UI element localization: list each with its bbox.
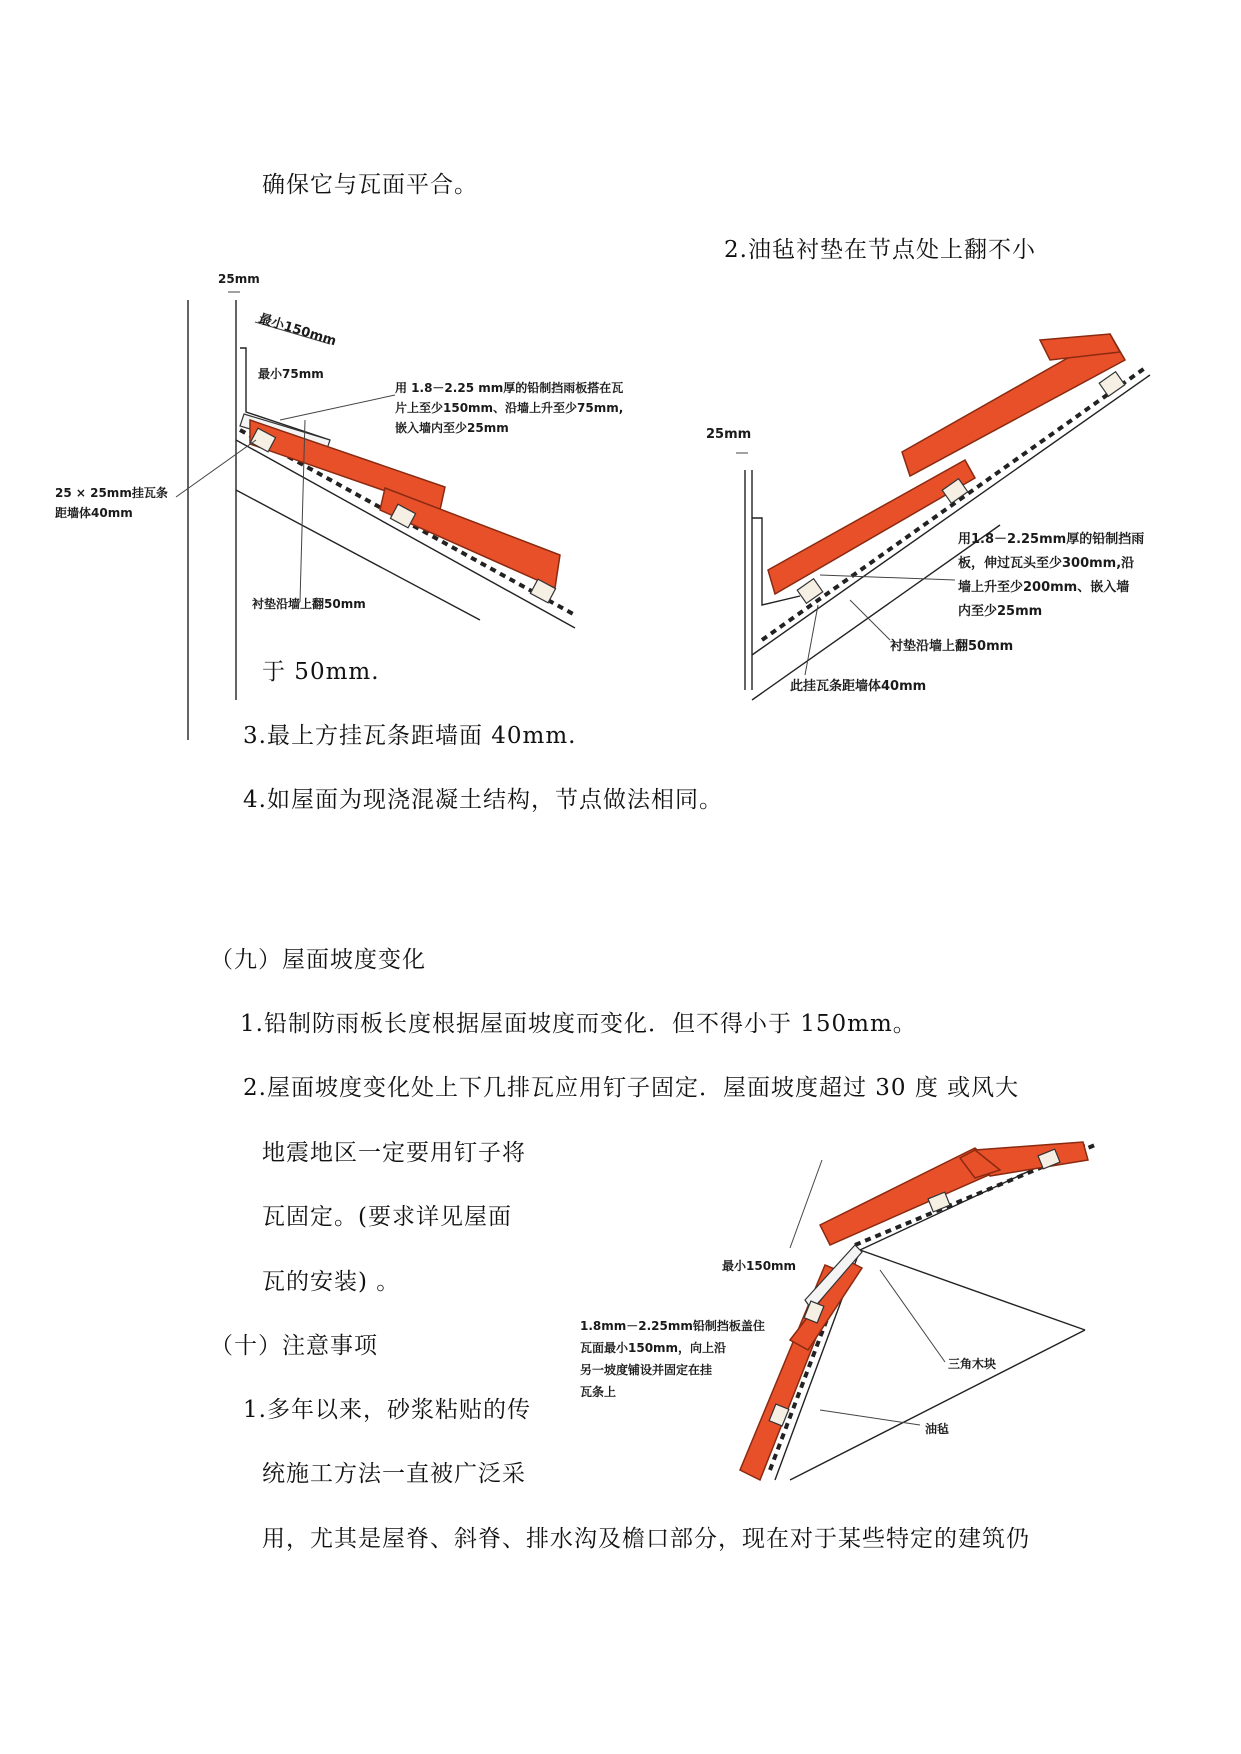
fig3-note-2: 瓦面最小150mm，向上沿 (580, 1341, 727, 1355)
fig1-underlay-label: 衬垫沿墙上翻50mm (252, 597, 366, 611)
fig3-min150: 最小150mm (722, 1259, 797, 1273)
list-item-3: 3.最上方挂瓦条距墙面 40mm. (243, 723, 577, 749)
list-item-9-2-cont-a: 地震地区一定要用钉子将 (262, 1140, 526, 1166)
fig2-note-2: 板，伸过瓦头至少300mm,沿 (958, 556, 1135, 571)
fig1-note-1: 用 1.8－2.25 mm厚的铅制挡雨板搭在瓦 (395, 381, 624, 395)
fig2-underlay-label: 衬垫沿墙上翻50mm (890, 639, 1014, 654)
fig3-block-label: 三角木块 (948, 1357, 997, 1371)
section-heading-9: （九）屋面坡度变化 (210, 947, 426, 973)
fig1-batten-label-1: 25 × 25mm挂瓦条 (55, 486, 168, 500)
fig1-min150: 最小150mm (256, 311, 338, 350)
fig1-note-2: 片上至少150mm、沿墙上升至少75mm, (395, 401, 624, 415)
fig2-dim-25: 25mm (706, 427, 752, 442)
paragraph-continuation: 确保它与瓦面平合。 (262, 172, 478, 198)
list-item-10-1: 1.多年以来，砂浆粘贴的传 (243, 1397, 531, 1423)
fig3-note-1: 1.8mm－2.25mm铅制挡板盖住 (580, 1319, 765, 1333)
list-item-4: 4.如屋面为现浇混凝土结构，节点做法相同。 (243, 787, 723, 813)
fig2-batten-label: 此挂瓦条距墙体40mm (790, 679, 927, 694)
figure-slope-change (580, 1142, 1095, 1480)
list-item-10-1-cont-b: 用，尤其是屋脊、斜脊、排水沟及檐口部分，现在对于某些特定的建筑仍 (262, 1526, 1030, 1552)
fig1-note-3: 嵌入墙内至少25mm (395, 421, 509, 435)
list-item-2: 2.油毡衬垫在节点处上翻不小 (724, 237, 1036, 263)
fig3-felt-label: 油毡 (925, 1422, 950, 1436)
list-item-9-1: 1.铅制防雨板长度根据屋面坡度而变化．但不得小于 150mm。 (240, 1011, 917, 1037)
list-item-2-cont: 于 50mm. (262, 659, 380, 685)
list-item-9-2-cont-b: 瓦固定。(要求详见屋面 (262, 1204, 512, 1230)
fig1-min75: 最小75mm (258, 367, 324, 381)
list-item-10-1-cont-a: 统施工方法一直被广泛采 (262, 1461, 526, 1487)
figure-wall-flashing-right (706, 334, 1150, 700)
fig2-note-1: 用1.8－2.25mm厚的铅制挡雨 (958, 532, 1145, 547)
fig3-note-4: 瓦条上 (580, 1385, 617, 1399)
fig2-note-3: 墙上升至少200mm、嵌入墙 (958, 580, 1130, 595)
fig3-note-3: 另一坡度铺设并固定在挂 (580, 1363, 713, 1377)
fig1-dim-25: 25mm (218, 272, 260, 286)
section-heading-10: （十）注意事项 (210, 1333, 378, 1359)
fig2-note-4: 内至少25mm (958, 604, 1043, 619)
figure-wall-flashing-left (55, 272, 623, 740)
fig1-batten-label-2: 距墙体40mm (55, 506, 133, 520)
list-item-9-2-cont-c: 瓦的安装) 。 (262, 1269, 401, 1295)
list-item-9-2: 2.屋面坡度变化处上下几排瓦应用钉子固定．屋面坡度超过 30 度 或风大 (243, 1075, 1020, 1101)
